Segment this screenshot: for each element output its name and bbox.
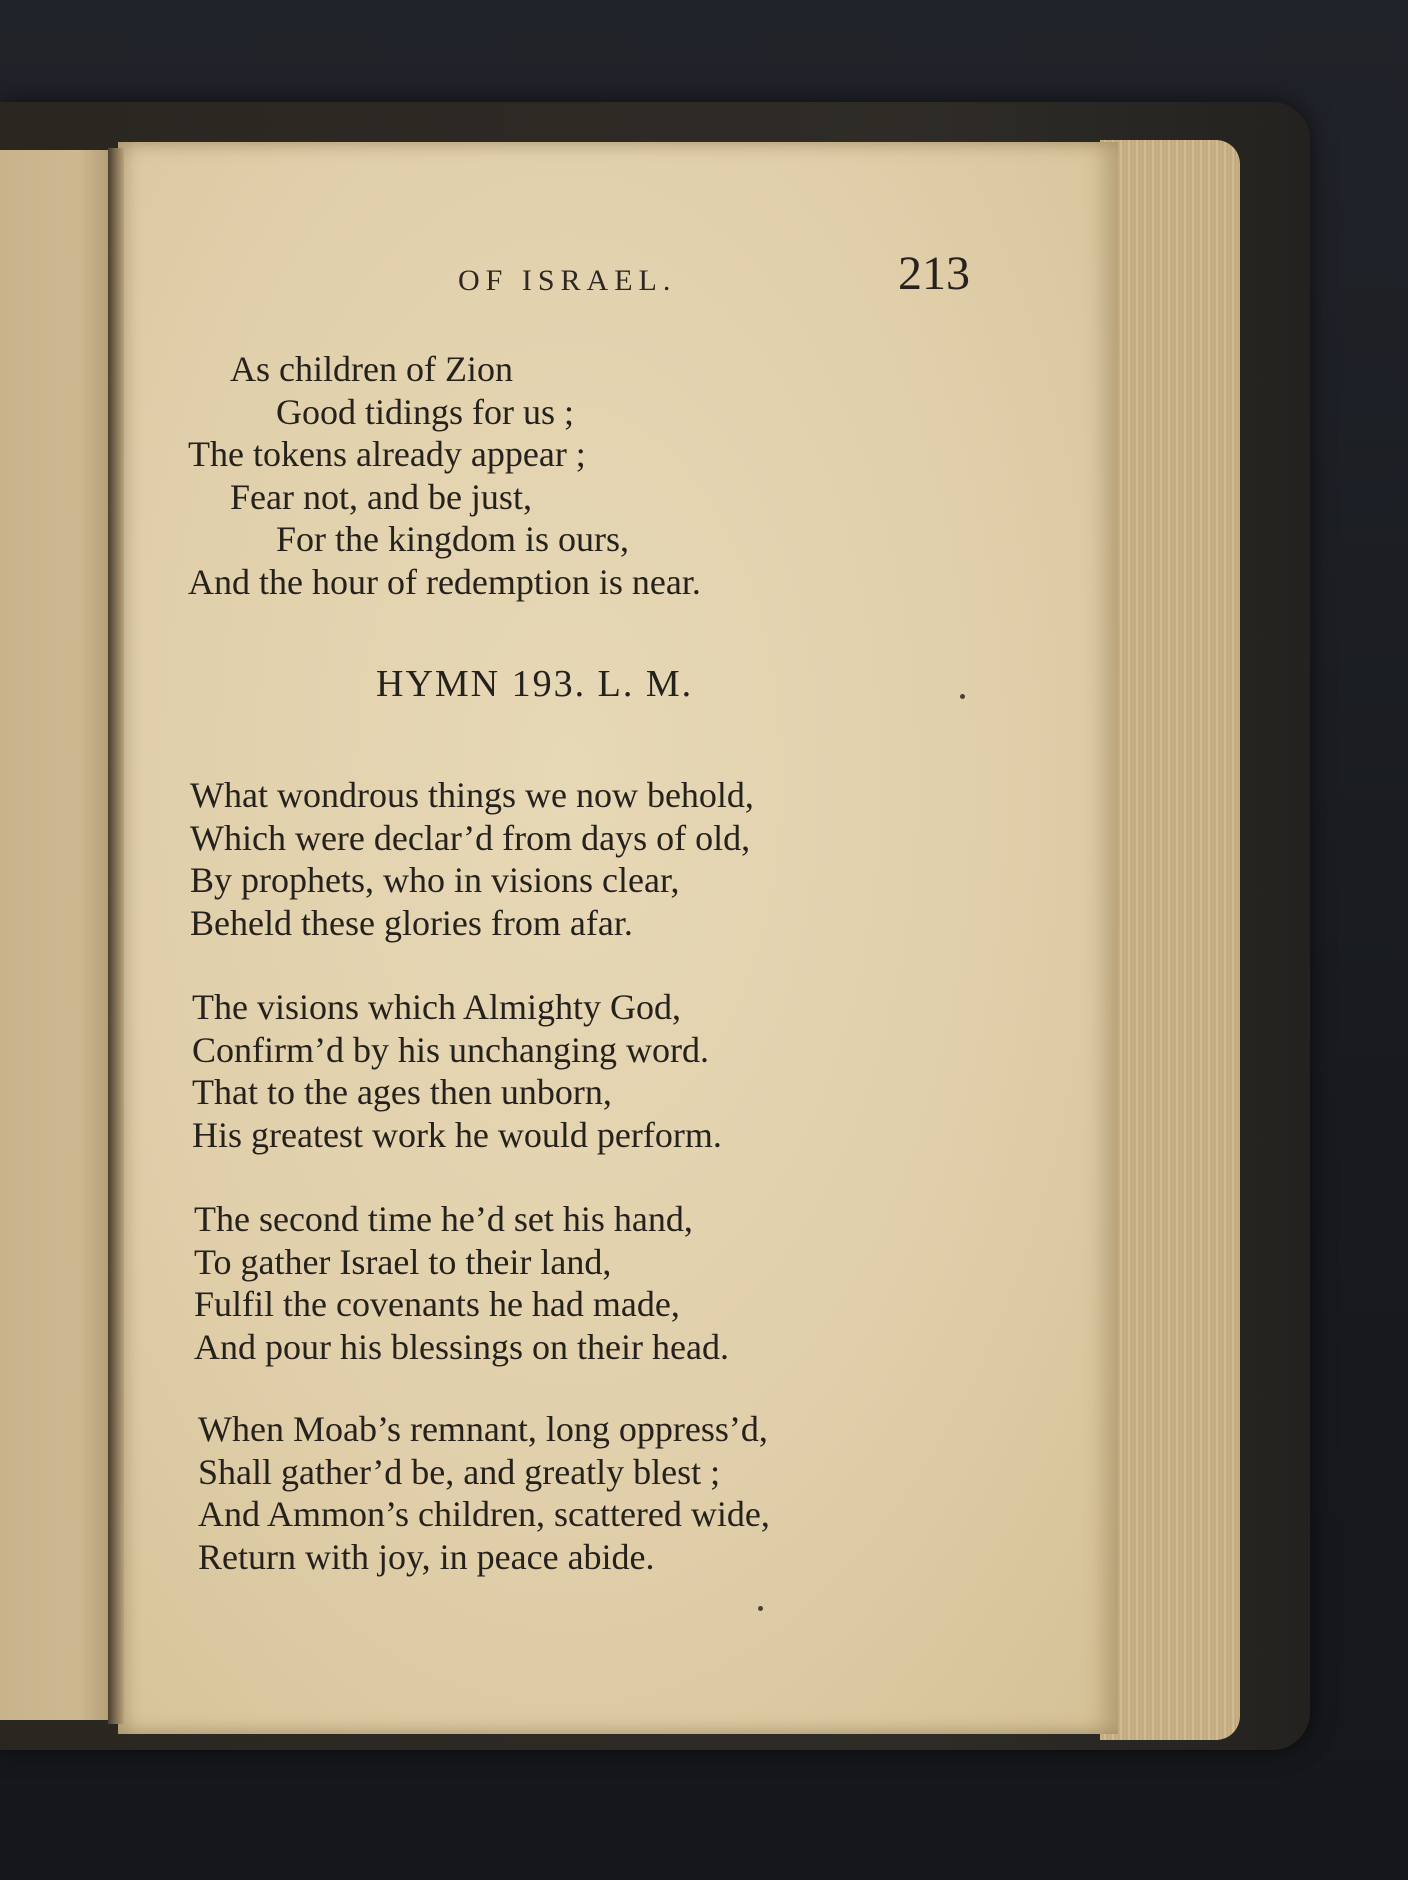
verse-line: That to the ages then unborn, <box>192 1072 612 1112</box>
page-block-edges <box>1100 140 1240 1740</box>
paper-speck <box>960 694 965 699</box>
hymn-title: HYMN 193. L. M. <box>376 663 694 705</box>
verse-line: By prophets, who in visions clear, <box>190 860 680 900</box>
verse-line: Fulfil the covenants he had made, <box>194 1284 680 1324</box>
verse-line: Which were declar’d from days of old, <box>190 817 751 858</box>
verse-line: The visions which Almighty God, <box>192 987 681 1027</box>
left-page-edge <box>0 150 112 1720</box>
verse-line: Fear not, and be just, <box>230 476 532 517</box>
verse-line: His greatest work he would perform. <box>192 1114 722 1155</box>
verse-line: Confirm’d by his unchanging word. <box>192 1029 709 1070</box>
verse-line: And the hour of redemption is near. <box>188 561 701 602</box>
verse-line: The second time he’d set his hand, <box>194 1199 693 1239</box>
hymn-stanza-4 <box>198 1408 770 1578</box>
verse-line: The tokens already appear ; <box>188 434 586 474</box>
verse-line: For the kingdom is ours, <box>276 519 630 559</box>
verse-line: Shall gather’d be, and greatly blest ; <box>198 1451 721 1492</box>
carryover-stanza <box>188 348 701 603</box>
paper-speck <box>758 1606 763 1611</box>
running-head: OF ISRAEL. <box>458 264 677 297</box>
verse-line: And pour his blessings on their head. <box>194 1326 729 1367</box>
verse-line: Beheld these glories from afar. <box>190 902 633 943</box>
verse-line: As children of Zion <box>230 349 513 389</box>
verse-line: Good tidings for us ; <box>276 391 575 432</box>
verse-line: Return with joy, in peace abide. <box>198 1536 655 1577</box>
hymn-stanza-3 <box>194 1198 729 1368</box>
book-gutter <box>108 148 124 1724</box>
hymn-stanza-1 <box>190 774 754 944</box>
page-number: 213 <box>898 247 970 300</box>
hymn-stanza-2 <box>192 986 722 1156</box>
verse-line: What wondrous things we now behold, <box>190 775 754 815</box>
verse-line: To gather Israel to their land, <box>194 1241 612 1282</box>
verse-line: And Ammon’s children, scattered wide, <box>198 1494 770 1534</box>
verse-line: When Moab’s remnant, long oppress’d, <box>198 1409 768 1449</box>
book-page <box>118 142 1118 1734</box>
